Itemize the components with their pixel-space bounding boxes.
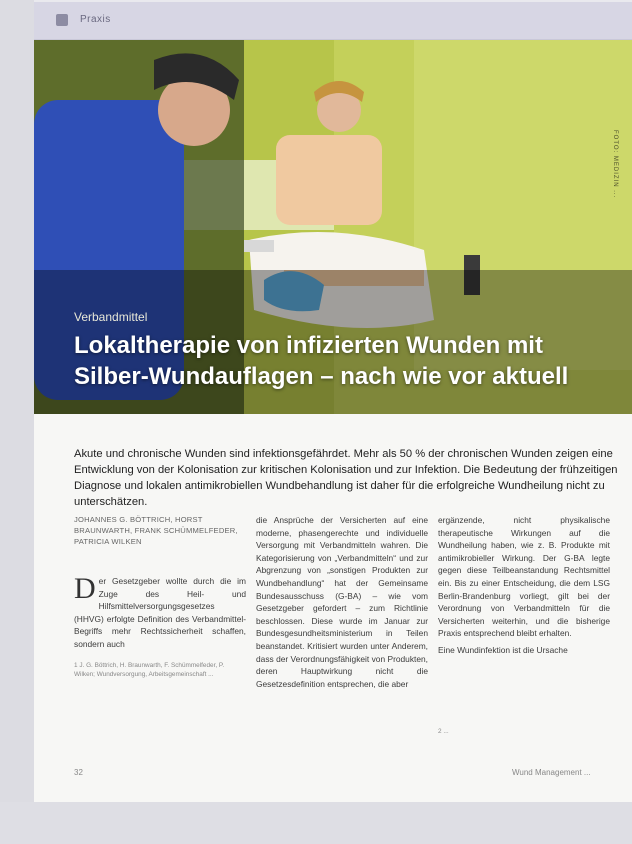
text-column-1 — [74, 514, 246, 679]
article-kicker: Verbandmittel — [74, 310, 148, 324]
photo-credit: FOTO: MEDIZIN ... — [612, 130, 618, 199]
article-title: Lokaltherapie von infizierten Wunden mit Silber-Wundauflagen – nach wie vor aktuell — [74, 332, 569, 390]
footnote-1: 1 J. G. Böttrich, H. Braunwarth, F. Schümmelfeder, P. Wilken; Wundversorgung, Arbeitsgemeinschaft ... — [74, 661, 225, 678]
column-1-text: er Gesetzgeber wollte durch die im Zuge des Heil- und Hilfsmittelversorgungsgesetzes (HHVG) erfolgte Definition des Verbandmittel-Begriffs mehr Rechtssicherheit schaffen, sondern auch — [74, 576, 246, 649]
scan-bottom-margin — [0, 802, 632, 844]
publication-name: Wund Management ... — [512, 768, 591, 777]
hero-photo — [34, 40, 632, 414]
page-number: 32 — [74, 768, 83, 777]
column-3-text: ergänzende, nicht physikalische therapeutische Wirkungen auf die Wundheilung haben, wie z. B. Produkte mit antimikrobieller Wirkung. Der G-BA legte gegen diese Teilbeanstandung Rechtsmittel ein. Bis zu einer Entscheidung, die dem LSG Berlin-Brandenburg vorliegt, gilt bei der Verordnung von Verbandmitteln für die Versicherten weiterhin, und die bisherige Praxis entsprechend bleibt erhalten. — [438, 515, 610, 639]
lead-paragraph: Akute und chronische Wunden sind infektionsgefährdet. Mehr als 50 % der chronischen Wunden zeigen eine Entwicklung von der Kolonisation zur kritischen Kolonisation und zur Infektion. Die Bedeutung der frühzeitigen Diagnose und lokalen antimikrobiellen Wundbehandlung ist daher für die erfolgreiche Wundheilung nicht zu unterschätzen. — [74, 448, 618, 508]
section-header-bar — [34, 2, 632, 40]
column-3-text-2: Eine Wundinfektion ist die Ursache — [438, 644, 568, 655]
drop-cap: D — [74, 572, 96, 605]
section-marker-icon — [56, 14, 68, 26]
document-page — [34, 2, 632, 802]
column-1-body — [74, 572, 246, 651]
section-label: Praxis — [80, 14, 111, 25]
column-2-text: die Ansprüche der Versicherten auf eine moderne, phasengerechte und individuelle Versorgung mit Verbandmitteln wahren. Die Kategorisierung von „Verbandmitteln“ und zur Abgrenzung von „sonstigen Produkten zur Wundbehandlung“ hat der Gemeinsame Bundesausschuss (G-BA) – wie vom Gesetzgeber gefordert – zum Richtlinie beschlossen. Diese wurde im Januar zur Bundesgesundheitsministerium in Teilen beanstandet. Kritisiert wurden unter Anderem, dass der Verordnungsfähigkeit von Produkten, deren Hauptwirkung nicht die Gesetzesdefinition entsprechen, die aber — [256, 515, 428, 689]
text-column-2 — [256, 514, 428, 690]
text-column-3 — [438, 514, 610, 736]
scan-left-margin — [0, 0, 34, 844]
footnote-2: 2 ... — [438, 727, 449, 735]
article-authors: JOHANNES G. BÖTTRICH, HORST BRAUNWARTH, FRANK SCHÜMMELFEDER, PATRICIA WILKEN — [74, 515, 238, 546]
